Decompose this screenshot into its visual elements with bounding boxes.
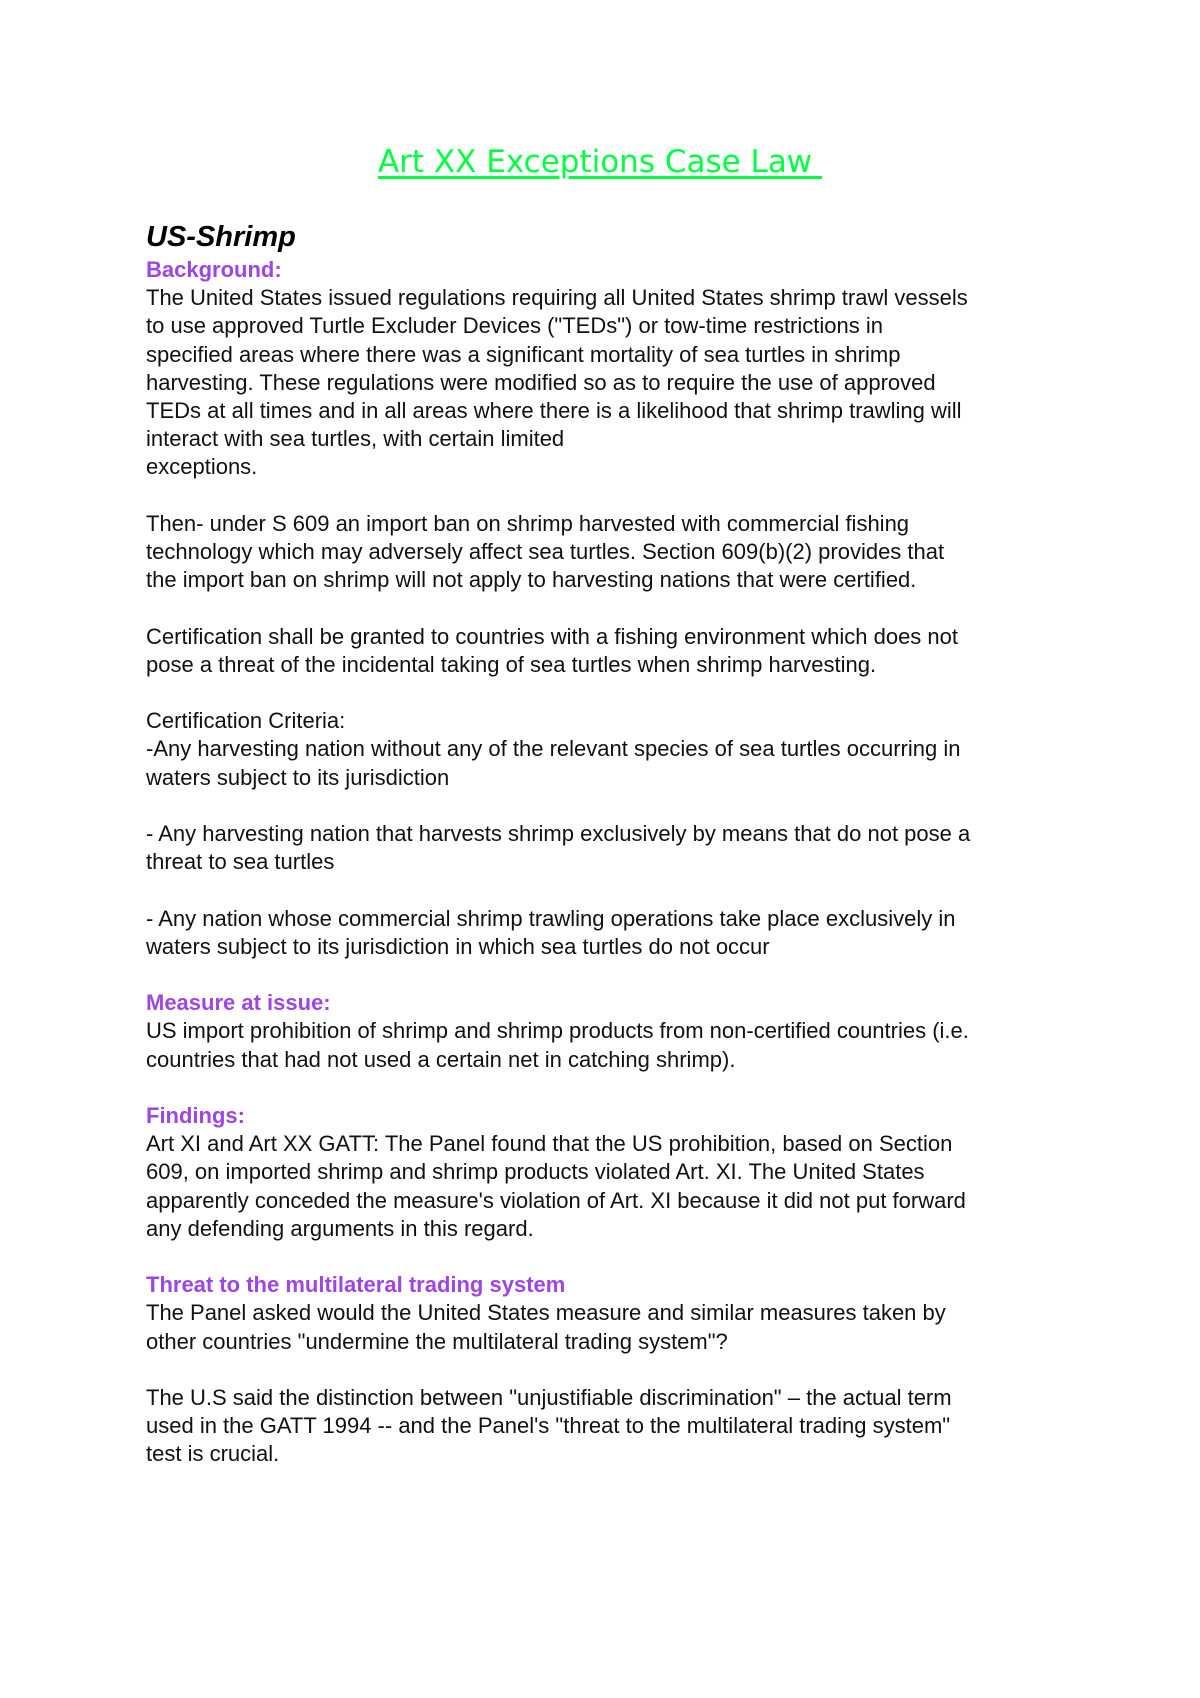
text-line: waters subject to its jurisdiction in which sea turtles do not occur <box>146 933 770 959</box>
text-line: interact with sea turtles, with certain limited <box>146 426 565 452</box>
text-line: The Panel asked would the United States measure and similar measures taken by <box>146 1300 946 1326</box>
text-line: apparently conceded the measure's violation of Art. XI because it did not put forward <box>146 1187 966 1213</box>
text-line: the import ban on shrimp will not apply to harvesting nations that were certified. <box>146 567 917 593</box>
text-line: The U.S said the distinction between "unjustifiable discrimination" – the actual term <box>146 1384 952 1410</box>
text-line: used in the GATT 1994 -- and the Panel's "threat to the multilateral trading system" <box>146 1413 951 1439</box>
document-body <box>146 218 1106 1469</box>
criterion-1 <box>146 735 1106 791</box>
text-line: test is crucial. <box>146 1441 280 1467</box>
text-line: TEDs at all times and in all areas where there is a likelihood that shrimp trawling will <box>146 398 962 424</box>
text-line: technology which may adversely affect sea turtles. Section 609(b)(2) provides that <box>146 539 945 565</box>
document-title: Art XX Exceptions Case Law <box>377 144 823 180</box>
text-line: pose a threat of the incidental taking of sea turtles when shrimp harvesting. <box>146 651 877 677</box>
measure-heading: Measure at issue: <box>146 990 331 1016</box>
text-line: exceptions. <box>146 454 258 480</box>
text-line: US import prohibition of shrimp and shrimp products from non-certified countries (i.e. <box>146 1018 969 1044</box>
text-line: specified areas where there was a significant mortality of sea turtles in shrimp <box>146 341 901 367</box>
background-heading: Background: <box>146 257 282 282</box>
certification-paragraph <box>146 623 1106 679</box>
criteria-label: Certification Criteria: <box>146 708 346 734</box>
findings-paragraph <box>146 1130 1106 1243</box>
threat-paragraph <box>146 1299 1106 1355</box>
text-line: threat to sea turtles <box>146 849 335 875</box>
case-title: US-Shrimp <box>146 221 296 253</box>
criterion-2 <box>146 820 1106 876</box>
text-line: to use approved Turtle Excluder Devices ("TEDs") or tow-time restrictions in <box>146 313 883 339</box>
text-line: The United States issued regulations requiring all United States shrimp trawl vessels <box>146 285 968 311</box>
text-line: Then- under S 609 an import ban on shrimp harvested with commercial fishing <box>146 510 910 536</box>
threat-heading: Threat to the multilateral trading system <box>146 1272 566 1298</box>
text-line: Art XI and Art XX GATT: The Panel found that the US prohibition, based on Section <box>146 1131 953 1157</box>
criterion-3 <box>146 905 1106 961</box>
text-line: -Any harvesting nation without any of the relevant species of sea turtles occurring in <box>146 736 961 762</box>
measure-paragraph <box>146 1017 1106 1073</box>
findings-heading: Findings: <box>146 1102 245 1128</box>
text-line: Certification shall be granted to countries with a fishing environment which does not <box>146 623 959 649</box>
text-line: waters subject to its jurisdiction <box>146 764 450 790</box>
text-line: countries that had not used a certain net in catching shrimp). <box>146 1046 736 1072</box>
background-paragraph <box>146 284 1106 481</box>
text-line: 609, on imported shrimp and shrimp products violated Art. XI. The United States <box>146 1159 925 1185</box>
text-line: - Any nation whose commercial shrimp trawling operations take place exclusively in <box>146 905 956 931</box>
import-ban-paragraph <box>146 510 1106 595</box>
text-line: other countries "undermine the multilateral trading system"? <box>146 1328 728 1354</box>
text-line: any defending arguments in this regard. <box>146 1215 534 1241</box>
us-argument-paragraph <box>146 1384 1106 1469</box>
text-line: harvesting. These regulations were modified so as to require the use of approved <box>146 369 936 395</box>
text-line: - Any harvesting nation that harvests shrimp exclusively by means that do not pose a <box>146 821 971 846</box>
